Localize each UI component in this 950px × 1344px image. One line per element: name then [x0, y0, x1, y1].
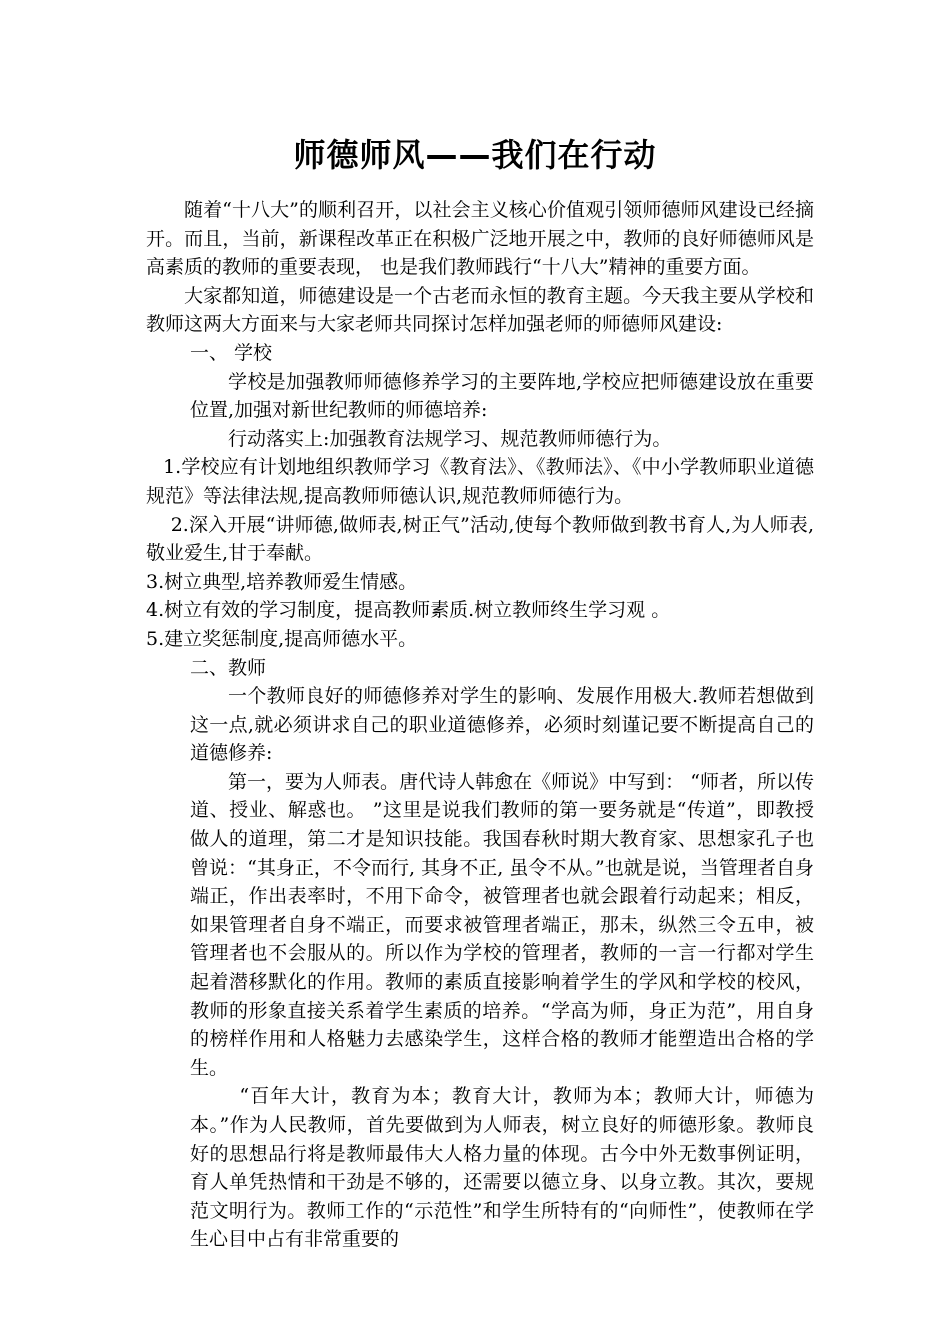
list-item-1: 1.学校应有计划地组织教师学习《教育法》、《教师法》、《中小学教师职业道德规范》等法律法规,提高教师师德认识,规范教师师德行为。: [146, 456, 814, 507]
document-title: 师德师风——我们在行动: [293, 136, 657, 174]
intro-paragraph: 随着“十八大”的顺利召开，以社会主义核心价值观引领师德师风建设已经摘开。而且，当前，新课程改革正在积极广泛地开展之中，教师的良好师德师风是高素质的教师的重要表现， 也是我们教师践行“十八大”精神的重要方面。: [146, 199, 814, 279]
teacher-paragraph-2: 第一，要为人师表。唐代诗人韩愈在《师说》中写到： “师者，所以传道、授业、解惑也。 ”这里是说我们教师的第一要务就是“传道”，即教授做人的道理，第二才是知识技能。我国春秋时期大教育家、思想家孔子也曾说：“其身正，不令而行, 其身不正, 虽令不从。”也就是说，当管理者自身端正，作出表率时，不用下命令，被管理者也就会跟着行动起来；相反，如果管理者自身不端正，而要求被管理者端正，那未，纵然三令五申，被管理者也不会服从的。所以作为学校的管理者，教师的一言一行都对学生起着潜移默化的作用。教师的素质直接影响着学生的学风和学校的校风，教师的形象直接关系着学生素质的培养。“学高为师，身正为范”，用自身的榜样作用和人格魅力去感染学生，这样合格的教师才能塑造出合格的学生。: [190, 770, 814, 1079]
teacher-paragraph-3: “百年大计，教育为本；教育大计，教师为本；教师大计，师德为本。”作为人民教师，首先要做到为人师表，树立良好的师德形象。教师良好的思想品行将是教师最伟大人格力量的体现。古今中外无数事例证明，育人单凭热情和干劲是不够的，还需要以德立身、以身立教。其次，要规范文明行为。教师工作的“示范性”和学生所特有的“向师性”，使教师在学生心目中占有非常重要的: [190, 1085, 814, 1251]
teacher-paragraph: 一个教师良好的师德修养对学生的影响、发展作用极大.教师若想做到这一点,就必须讲求自己的职业道德修养，必须时刻谨记要不断提高自己的道德修养:: [190, 685, 814, 765]
school-paragraph: 学校是加强教师师德修养学习的主要阵地,学校应把师德建设放在重要位置,加强对新世纪教师的师德培养:: [190, 370, 814, 422]
section-heading-school: 一、 学校: [190, 341, 273, 364]
intro-paragraph-2: 大家都知道，师德建设是一个古老而永恒的教育主题。今天我主要从学校和教师这两大方面来与大家老师共同探讨怎样加强老师的师德师风建设:: [146, 284, 814, 336]
list-item-2: 2.深入开展“讲师德,做师表,树正气”活动,使每个教师做到教书育人,为人师表,敬业爱生,甘于奉献。: [146, 513, 814, 565]
list-item-4: 4.树立有效的学习制度，提高教师素质.树立教师终生学习观 。: [146, 599, 671, 622]
list-item-5: 5.建立奖惩制度,提高师德水平。: [146, 627, 418, 650]
school-action-paragraph: 行动落实上:加强教育法规学习、规范教师师德行为。: [228, 427, 672, 450]
list-item-3: 3.树立典型,培养教师爱生情感。: [146, 570, 418, 593]
section-heading-teacher: 二、教师: [190, 656, 267, 679]
document-body: [146, 196, 814, 1254]
